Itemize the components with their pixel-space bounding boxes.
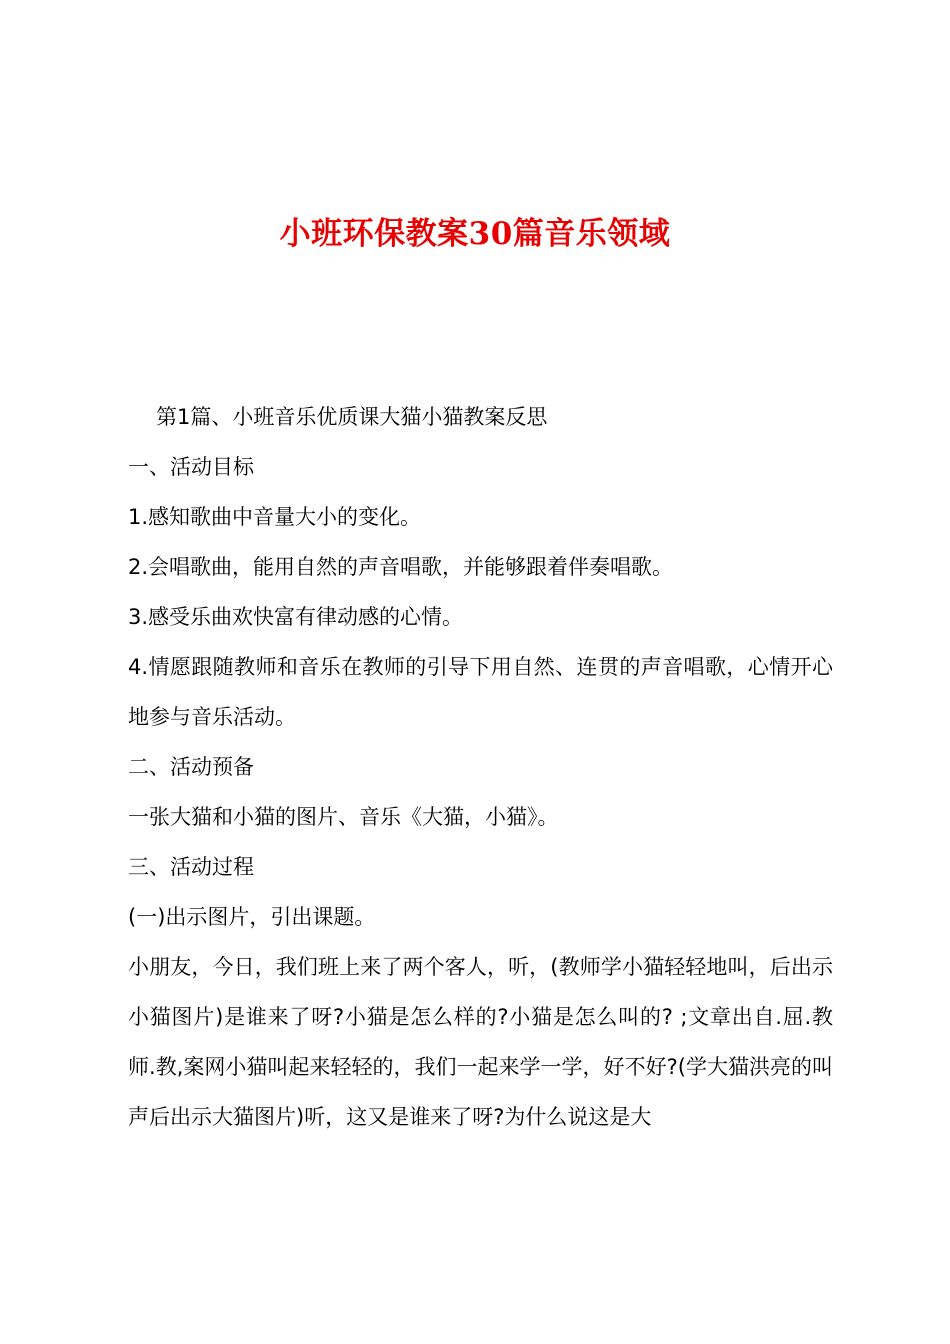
document-body bbox=[128, 392, 833, 1142]
preparation-text: 一张大猫和小猫的图片、音乐《大猫，小猫》。 bbox=[128, 805, 559, 829]
process-step-1-heading: (一)出示图片，引出课题。 bbox=[128, 905, 376, 929]
section-heading-article-1: 第1篇、小班音乐优质课大猫小猫教案反思 bbox=[156, 405, 548, 429]
goal-item-2: 2.会唱歌曲，能用自然的声音唱歌，并能够跟着伴奏唱歌。 bbox=[128, 555, 674, 579]
document-title: 小班环保教案30篇音乐领域 bbox=[279, 216, 671, 252]
section-heading-preparation: 二、活动预备 bbox=[128, 755, 254, 779]
goal-item-3: 3.感受乐曲欢快富有律动感的心情。 bbox=[128, 605, 464, 629]
goal-item-4: 4.情愿跟随教师和音乐在教师的引导下用自然、连贯的声音唱歌，心情开心地参与音乐活动。 bbox=[128, 655, 833, 729]
section-heading-process: 三、活动过程 bbox=[128, 855, 254, 879]
goal-item-1: 1.感知歌曲中音量大小的变化。 bbox=[128, 505, 422, 529]
process-step-1-text: 小朋友，今日，我们班上来了两个客人，听，(教师学小猫轻轻地叫，后出示小猫图片)是谁来了呀?小猫是怎么样的?小猫是怎么叫的? ;文章出自.屈.教师.教,案网小猫叫起来轻轻的，我们一起来学一学，好不好?(学大猫洪亮的叫声后出示大猫图片)听，这又是谁来了呀?为什么说这是大 bbox=[128, 955, 833, 1129]
section-heading-goals: 一、活动目标 bbox=[128, 455, 254, 479]
